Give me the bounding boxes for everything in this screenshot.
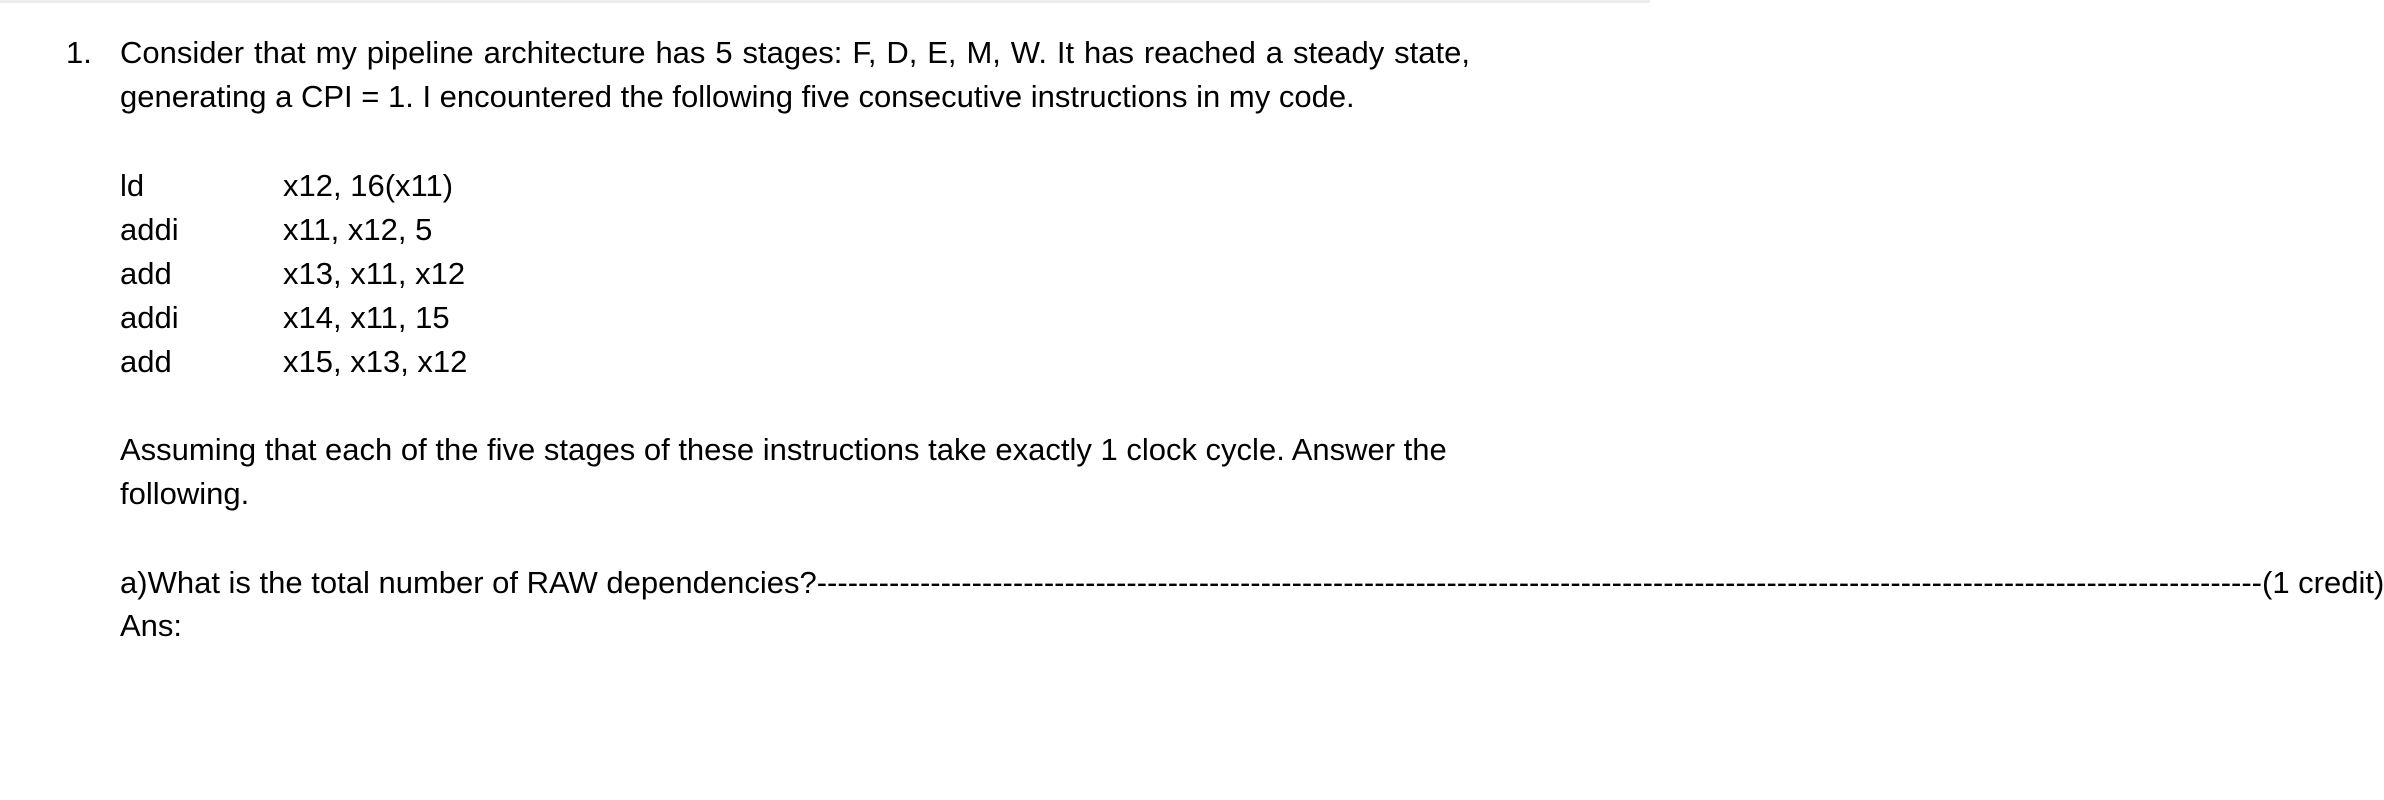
instruction-opcode: add bbox=[120, 256, 172, 291]
instruction-list bbox=[120, 164, 467, 384]
instruction-opcode: add bbox=[120, 344, 172, 379]
sub-question-text: What is the total number of RAW dependencies? bbox=[147, 565, 817, 600]
instruction-row bbox=[120, 164, 467, 208]
instruction-opcode: ld bbox=[120, 168, 145, 203]
instruction-opcode: addi bbox=[120, 212, 179, 247]
answer-label: Ans: bbox=[120, 608, 183, 643]
sub-question-a bbox=[120, 561, 2384, 605]
credit-label: (1 credit) bbox=[2262, 565, 2384, 600]
question-number: 1. bbox=[66, 35, 92, 70]
instruction-operands: x12, 16(x11) bbox=[283, 168, 454, 203]
sub-question-label: a) bbox=[120, 565, 148, 600]
assumption-paragraph: Assuming that each of the five stages of these instructions take exactly 1 clock cycle. Answer the following. bbox=[120, 432, 1447, 511]
question-text: Consider that my pipeline architecture has 5 stages: F, D, E, M, W. It has reached a steady state, generating a CPI = 1. I encountered the following five consecutive instructions in my code. bbox=[120, 35, 1470, 114]
instruction-opcode: addi bbox=[120, 300, 179, 335]
dash-leader: -------------------------------------------------------------------------------------------------------------------------------------------- bbox=[816, 565, 2262, 600]
instruction-operands: x15, x13, x12 bbox=[283, 344, 468, 379]
instruction-row bbox=[120, 296, 467, 340]
instruction-operands: x13, x11, x12 bbox=[283, 256, 466, 291]
instruction-operands: x11, x12, 5 bbox=[283, 212, 433, 247]
instruction-row bbox=[120, 252, 467, 296]
instruction-row bbox=[120, 208, 467, 252]
instruction-operands: x14, x11, 15 bbox=[283, 300, 450, 335]
instruction-row bbox=[120, 340, 467, 384]
